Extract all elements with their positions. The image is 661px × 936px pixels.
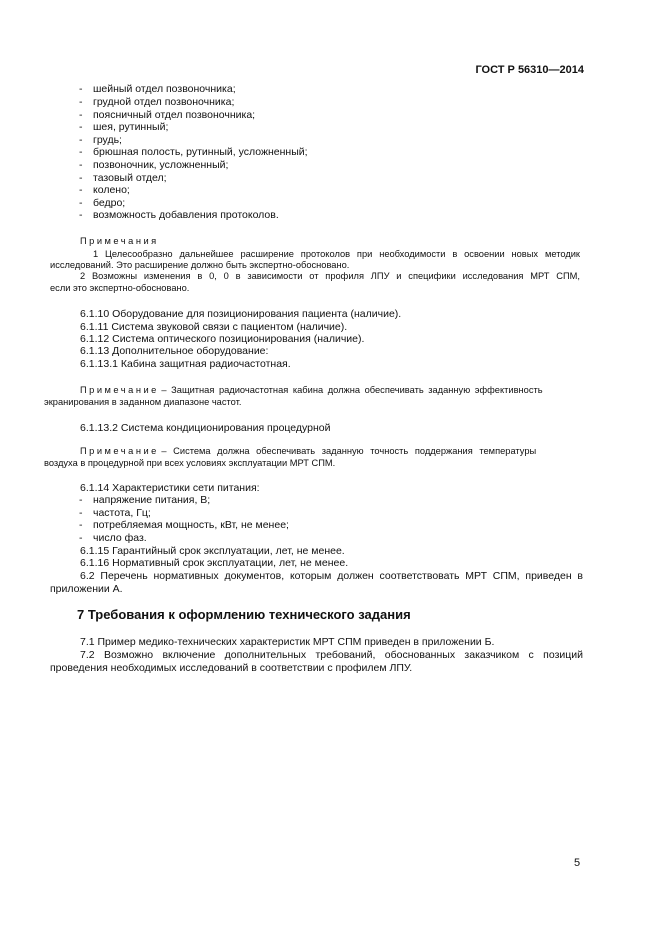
page-number: 5 [574,857,581,869]
notes-title: Примечания [80,236,159,246]
note-1-line-2: исследований. Это расширение должно быть экспертно-обосновано. [50,260,350,270]
clause-6-1-13-1: 6.1.13.1 Кабина защитная радиочастотная. [80,358,291,370]
document-page: ГОСТ Р 56310—2014 - шейный отдел позвоночника; - грудной отдел позвоночника; - поясничный отдел позвоночника; - шея, рутинный; - грудь; - брюшная полость, рутинный, усложненный; - позвоночник, усложненный; - тазовый отдел; - колено; - бедро; - возможность добавления протоколов. Примечания 1 Целесообразно дальнейшее расширение протоколов при необходимости в освоении новых методик исследований. Это расширение должно быть экспертно-обосновано. 2 Возможны изменения в 0, 0 в зависимости от профиля ЛПУ и специфики исследования МРТ СПМ, если это экспертно-обосновано. 6.1.10 Оборудование для позиционирования пациента (наличие). 6.1.11 Система звуковой связи с пациентом (наличие). 6.1.12 Система оптического позиционирования (наличие). 6.1.13 Дополнительное оборудование: 6.1.13.1 Кабина защитная радиочастотная. Примечание – Защитная радиочастотная кабина должна обеспечивать заданную эффективность экранирования в заданном диапазоне частот. 6.1.13.2 Система кондиционирования процедурной Примечание – Система должна обеспечивать заданную точность поддержания температуры воздуха в процедурной при всех условиях эксплуатации МРТ СПМ. 6.1.14 Характеристики сети питания: - напряжение питания, В; - частота, Гц; - потребляемая мощность, кВт, не менее; - число фаз. 6.1.15 Гарантийный срок эксплуатации, лет, не менее. 6.1.16 Нормативный срок эксплуатации, лет, не менее. 6.2 Перечень нормативных документов, которым должен соответствовать МРТ СПМ, приведен в приложении А. 7 Требования к оформлению технического задания 7.1 Пример медико-технических характеристик МРТ СПМ приведен в приложении Б. 7.2 Возможно включение дополнительных требований, обоснованных заказчиком с позиций проведения необходимых исследований в соответствии с профилем ЛПУ. 5 [44,64,584,869]
clause-6-1-12: 6.1.12 Система оптического позиционирования (наличие). [80,333,365,345]
note-climate-line-1: Примечание – Система должна обеспечивать заданную точность поддержания температуры [80,446,537,456]
note-label: Примечание [80,385,159,395]
clause-7-1: 7.1 Пример медико-технических характеристик МРТ СПМ приведен в приложении Б. [80,636,495,648]
clause-6-2-line-1: 6.2 Перечень нормативных документов, которым должен соответствовать МРТ СПМ, приведен в [80,570,583,582]
clause-6-2-line-2: приложении А. [50,583,123,595]
note-2-line-2: если это экспертно-обосновано. [50,283,190,293]
note-label: Примечание [80,446,159,456]
clause-6-1-13: 6.1.13 Дополнительное оборудование: [80,345,269,357]
clause-7-2-line-1: 7.2 Возможно включение дополнительных требований, обоснованных заказчиком с позиций [80,649,583,661]
note-climate-line-2: воздуха в процедурной при всех условиях эксплуатации МРТ СПМ. [44,458,336,468]
note-1-line-1: 1 Целесообразно дальнейшее расширение протоколов при необходимости в освоении новых методик [93,249,580,259]
clause-6-1-16: 6.1.16 Нормативный срок эксплуатации, лет, не менее. [80,557,349,569]
clause-6-1-13-2: 6.1.13.2 Система кондиционирования процедурной [80,422,331,434]
clause-6-1-11: 6.1.11 Система звуковой связи с пациентом (наличие). [80,321,348,333]
clause-7-2-line-2: проведения необходимых исследований в соответствии с профилем ЛПУ. [50,662,413,674]
section-7-heading: 7 Требования к оформлению технического задания [77,607,411,622]
clause-6-1-10: 6.1.10 Оборудование для позиционирования пациента (наличие). [80,308,402,320]
note-2-line-1: 2 Возможны изменения в 0, 0 в зависимости от профиля ЛПУ и специфики исследования МРТ СПМ, [80,271,580,281]
clause-6-1-15: 6.1.15 Гарантийный срок эксплуатации, лет, не менее. [80,545,345,557]
note-shielding-line-2: экранирования в заданном диапазоне частот. [44,397,242,407]
note-shielding-line-1: Примечание – Защитная радиочастотная кабина должна обеспечивать заданную эффективность [80,385,543,395]
document-header: ГОСТ Р 56310—2014 [475,64,584,76]
clause-6-1-14: 6.1.14 Характеристики сети питания: [80,482,260,494]
